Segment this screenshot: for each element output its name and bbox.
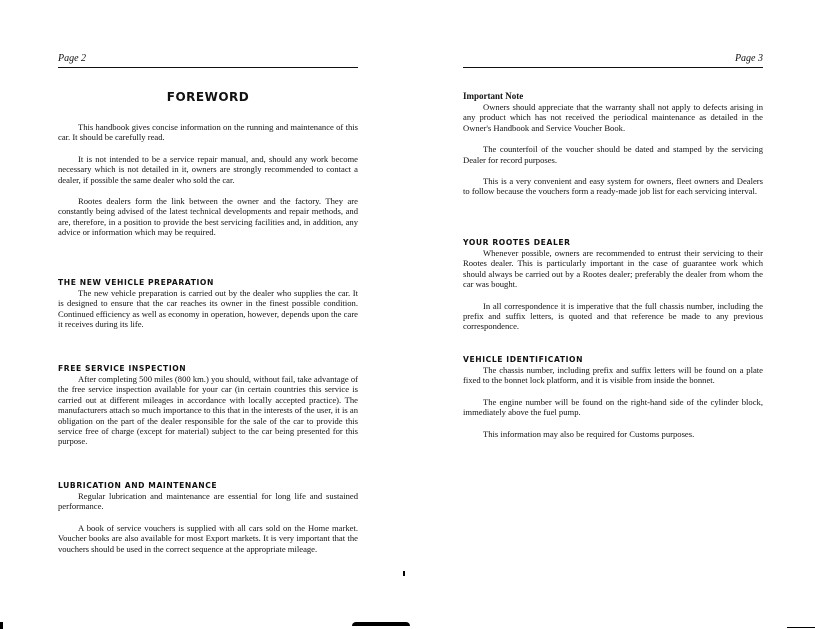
section-paragraph: The new vehicle preparation is carried out by the dealer who supplies the car. It is designed to ensure that the car reaches its owner in the finest possible condition. Continued efficiency as well as economy in operation, however, depends upon the care it receives during its life.	[58, 288, 358, 330]
scan-artifact-binding	[352, 622, 410, 626]
right-page	[463, 0, 763, 629]
intro-section	[58, 122, 358, 249]
section-heading: FREE SERVICE INSPECTION	[58, 364, 187, 373]
scan-artifact-right-edge	[787, 627, 815, 628]
section-your-rootes-dealer	[463, 238, 763, 343]
scan-artifact-left-corner	[0, 622, 3, 629]
note-paragraph: This is a very convenient and easy system for owners, fleet owners and Dealers to follow because the vouchers form a ready-made job list for each servicing interval.	[463, 176, 763, 197]
section-paragraph: After completing 500 miles (800 km.) you should, without fail, take advantage of the free service inspection available for your car (in certain countries this service is carried out at different mileages in accordance with locally accepted practice). The manufacturers attach so much importance to this that in the interests of the user, it is an obligation on the part of the dealer responsible for the sale of the car to provide this service free of charge (except for material) subject to the car being presented for this purpose.	[58, 374, 358, 447]
section-vehicle-identification	[463, 355, 763, 450]
important-note-section	[463, 91, 763, 208]
section-paragraph: A book of service vouchers is supplied with all cars sold on the Home market. Voucher books are also available for most Export markets. It is very important that the vouchers should be used in the correct sequence at the appropriate mileage.	[58, 522, 358, 554]
section-paragraph: This information may also be required for Customs purposes.	[483, 428, 695, 439]
page-header-right: Page 3	[463, 53, 763, 68]
left-page	[58, 0, 358, 629]
section-paragraph: Regular lubrication and maintenance are essential for long life and sustained performance.	[58, 491, 358, 512]
foreword-title: FOREWORD	[166, 90, 250, 104]
scan-artifact-binding-mark	[403, 571, 405, 576]
section-paragraph: In all correspondence it is imperative that the full chassis number, including the prefix and suffix letters, is quoted and that reference be made to any previous correspondence.	[463, 300, 763, 332]
intro-paragraph: It is not intended to be a service repair manual, and, should any work become necessary which is not detailed in it, owners are strongly recommended to contact a dealer, if possible the same dealer who sold the car.	[58, 153, 358, 185]
section-heading: YOUR ROOTES DEALER	[463, 238, 571, 247]
section-paragraph: Whenever possible, owners are recommended to entrust their servicing to their Rootes dealer. This is particularly important in the case of guarantee work which should always be carried out by a Rootes dealer; preferably the dealer from whom the car was bought.	[463, 248, 763, 290]
section-paragraph: The chassis number, including prefix and suffix letters will be found on a plate fixed to the bonnet lock platform, and it is visible from inside the bonnet.	[463, 365, 763, 386]
section-heading: LUBRICATION AND MAINTENANCE	[58, 481, 218, 490]
section-new-vehicle-preparation	[58, 278, 358, 341]
section-lubrication-maintenance	[58, 481, 358, 565]
important-note-heading: Important Note	[463, 91, 524, 101]
section-free-service-inspection	[58, 364, 358, 458]
page-header-left: Page 2	[58, 53, 358, 68]
note-paragraph: The counterfoil of the voucher should be dated and stamped by the servicing Dealer for record purposes.	[463, 144, 763, 165]
section-heading: THE NEW VEHICLE PREPARATION	[58, 278, 214, 287]
section-paragraph: The engine number will be found on the right-hand side of the cylinder block, immediately above the fuel pump.	[463, 396, 763, 418]
intro-paragraph: This handbook gives concise information on the running and maintenance of this car. It should be carefully read.	[58, 122, 358, 143]
note-paragraph: Owners should appreciate that the warranty shall not apply to defects arising in any product which has not received the periodical maintenance as detailed in the Owner's Handbook and Service Voucher Book.	[463, 102, 763, 133]
section-heading: VEHICLE IDENTIFICATION	[463, 355, 584, 364]
intro-paragraph: Rootes dealers form the link between the owner and the factory. They are constantly being advised of the latest technical developments and repair methods, and are, therefore, in a position to provide the best servicing facilities and, in addition, any advice or information which may be required.	[58, 196, 358, 238]
